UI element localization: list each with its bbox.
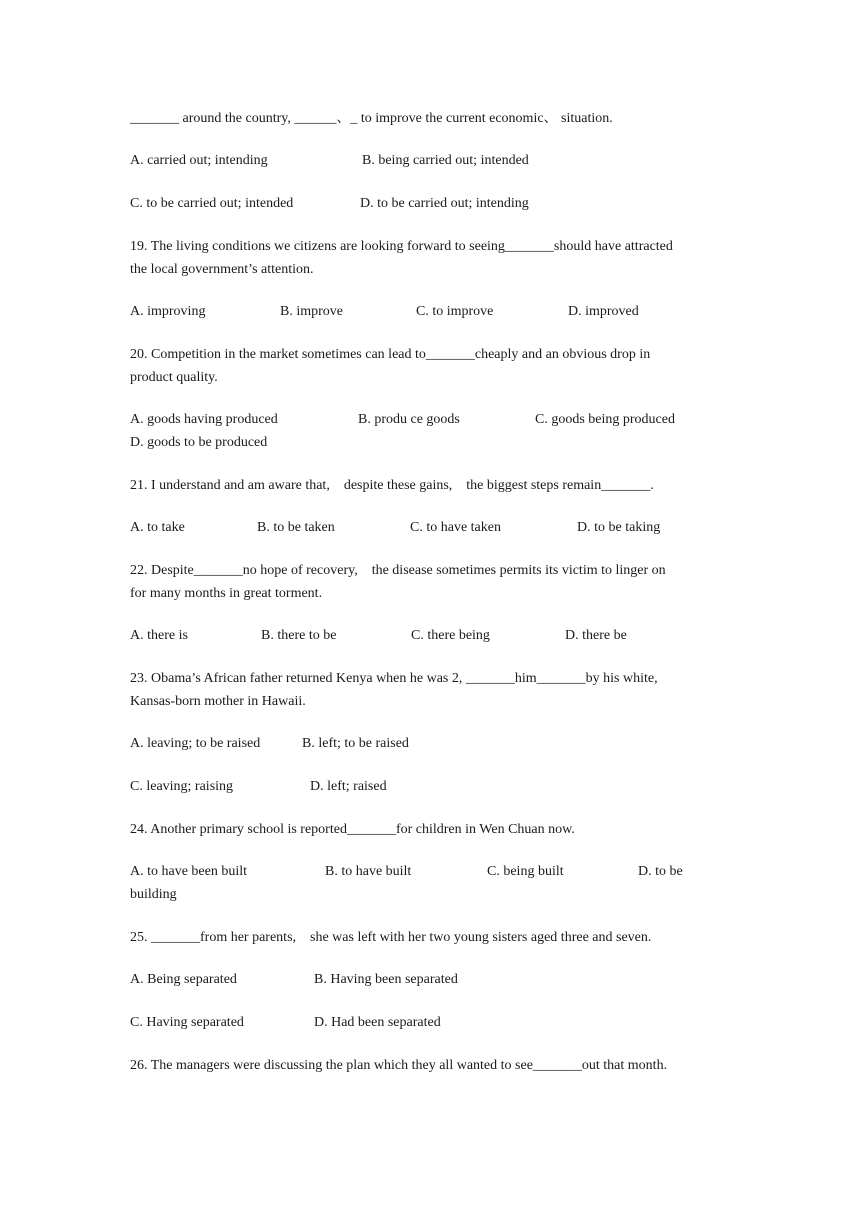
q18-option-c: C. to be carried out; intended: [130, 196, 294, 211]
q23-option-d: D. left; raised: [310, 779, 387, 794]
q23-option-a: A. leaving; to be raised: [130, 736, 261, 751]
q25-option-d: D. Had been separated: [314, 1015, 441, 1030]
q21-option-c: C. to have taken: [410, 520, 501, 535]
q20-option-c: C. goods being produced: [535, 412, 675, 427]
q18-option-b: B. being carried out; intended: [362, 153, 529, 168]
q25-option-c: C. Having separated: [130, 1015, 244, 1030]
q24-option-c: C. being built: [487, 864, 564, 879]
question-22-text-cont: for many months in great torment.: [130, 586, 323, 601]
q18-option-a: A. carried out; intending: [130, 153, 268, 168]
q25-option-a: A. Being separated: [130, 972, 237, 987]
q24-option-d: D. to be: [638, 864, 683, 879]
question-25-text: 25. _______from her parents, she was left with her two young sisters aged three and seven.: [130, 930, 652, 945]
q22-option-b: B. there to be: [261, 628, 337, 643]
q22-option-a: A. there is: [130, 628, 188, 643]
q19-option-d: D. improved: [568, 304, 639, 319]
q22-option-c: C. there being: [411, 628, 490, 643]
q19-option-b: B. improve: [280, 304, 343, 319]
q24-option-d-cont: building: [130, 887, 177, 902]
q25-option-b: B. Having been separated: [314, 972, 458, 987]
q21-option-a: A. to take: [130, 520, 185, 535]
question-21-text: 21. I understand and am aware that, despite these gains, the biggest steps remain_______.: [130, 478, 654, 493]
q19-option-c: C. to improve: [416, 304, 494, 319]
question-18-text-end: _______ around the country, ______、_ to improve the current economic、 situation.: [130, 111, 613, 126]
question-26-text: 26. The managers were discussing the plan which they all wanted to see_______out that month.: [130, 1058, 668, 1073]
q20-option-b: B. produ ce goods: [358, 412, 460, 427]
question-23-text-cont: Kansas-born mother in Hawaii.: [130, 694, 306, 709]
question-24-text: 24. Another primary school is reported_______for children in Wen Chuan now.: [130, 822, 575, 837]
q24-option-a: A. to have been built: [130, 864, 248, 879]
question-23-text: 23. Obama’s African father returned Kenya when he was 2, _______him_______by his white,: [130, 671, 658, 686]
q23-option-c: C. leaving; raising: [130, 779, 234, 794]
question-22-text: 22. Despite_______no hope of recovery, the disease sometimes permits its victim to linger on: [130, 563, 666, 578]
question-19-text-cont: the local government’s attention.: [130, 262, 314, 277]
q24-option-b: B. to have built: [325, 864, 412, 879]
q21-option-d: D. to be taking: [577, 520, 661, 535]
q21-option-b: B. to be taken: [257, 520, 335, 535]
q20-option-d: D. goods to be produced: [130, 435, 268, 450]
question-19-text: 19. The living conditions we citizens are looking forward to seeing_______should have attracted: [130, 239, 673, 254]
question-20-text: 20. Competition in the market sometimes can lead to_______cheaply and an obvious drop in: [130, 347, 651, 362]
q18-option-d: D. to be carried out; intending: [360, 196, 529, 211]
question-20-text-cont: product quality.: [130, 370, 218, 385]
q23-option-b: B. left; to be raised: [302, 736, 409, 751]
q22-option-d: D. there be: [565, 628, 627, 643]
q19-option-a: A. improving: [130, 304, 206, 319]
q20-option-a: A. goods having produced: [130, 412, 278, 427]
